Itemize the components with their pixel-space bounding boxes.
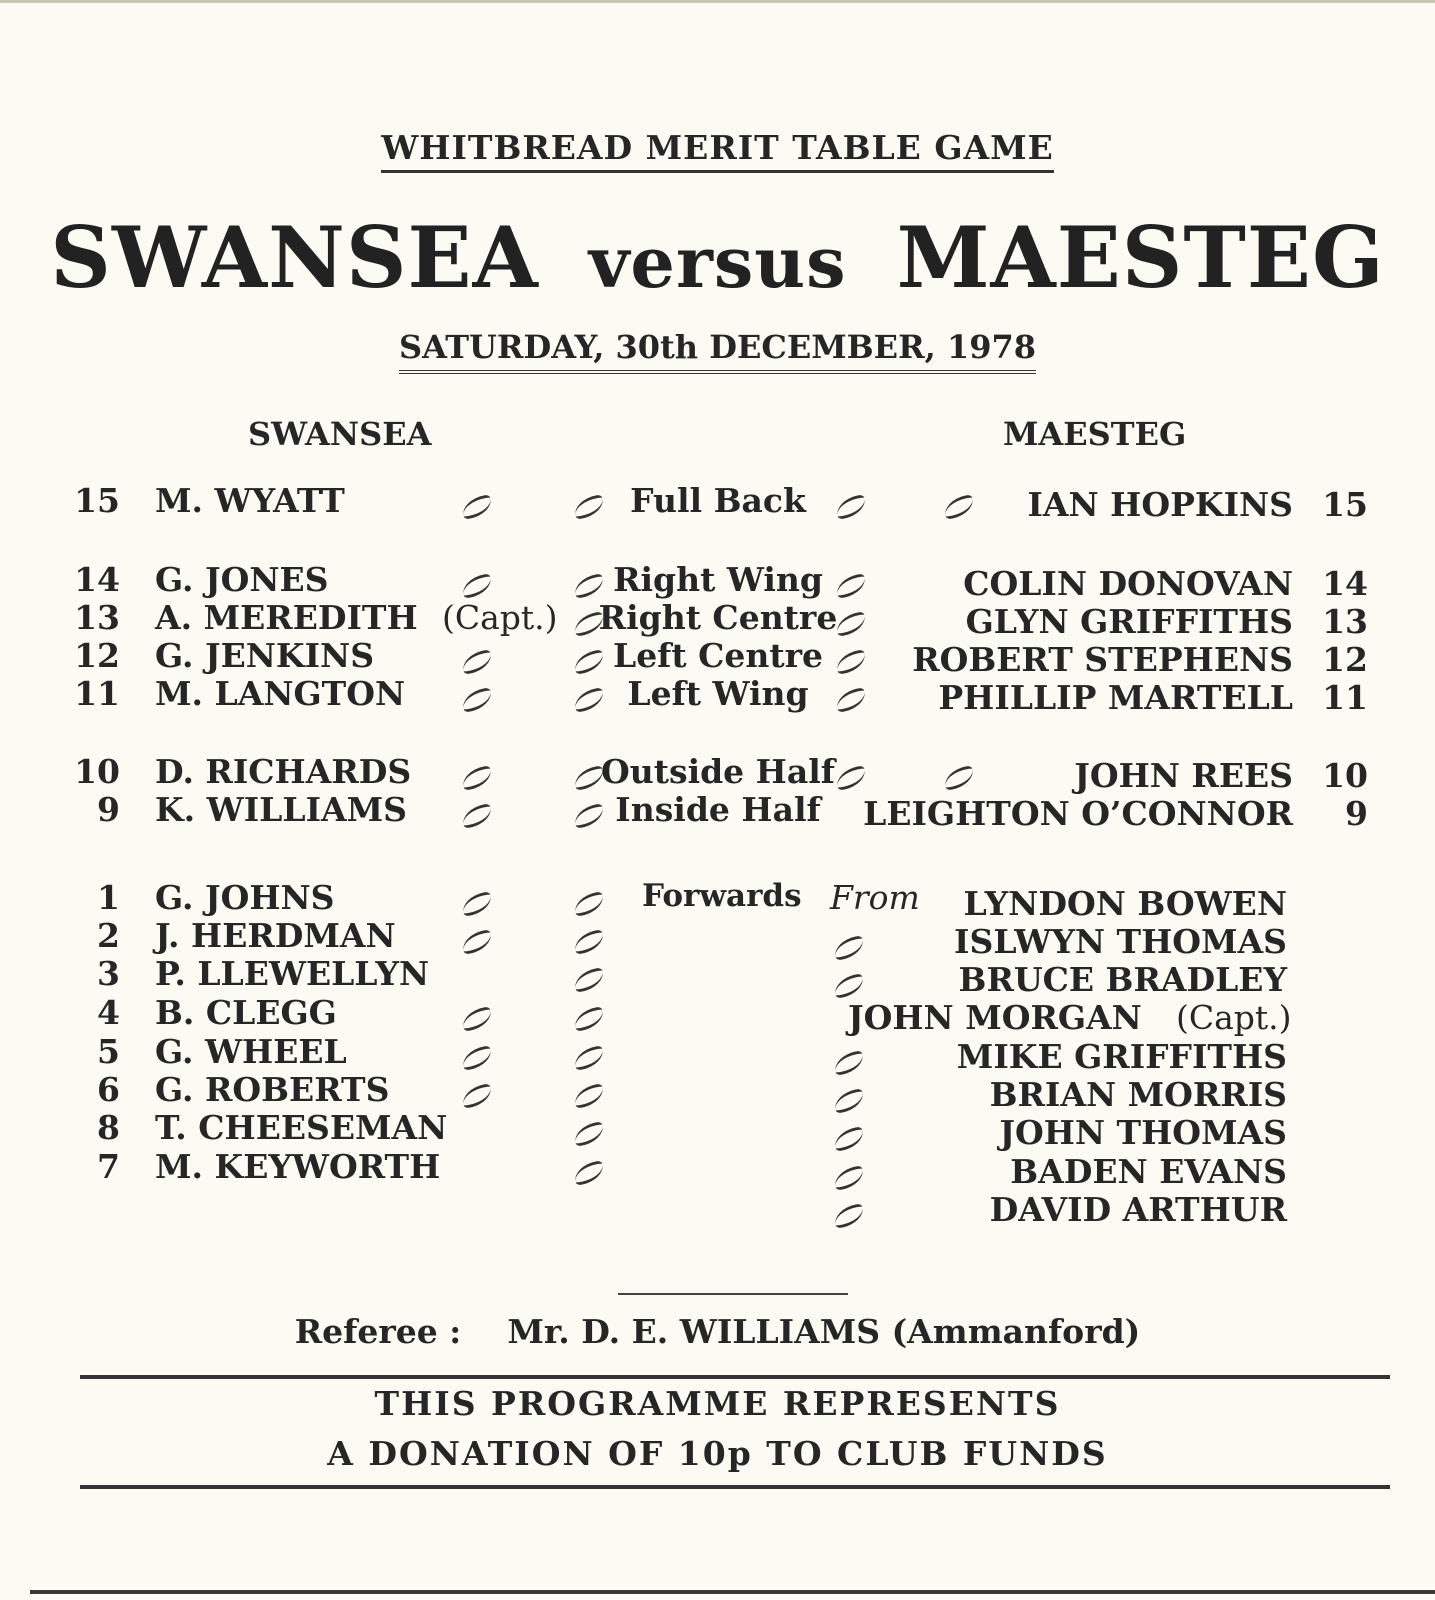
- home-forward-number: 2: [97, 916, 120, 955]
- divider: [618, 1293, 848, 1295]
- away-forward-name: BADEN EVANS: [1010, 1152, 1287, 1191]
- position-label: Left Wing: [627, 674, 809, 713]
- dash-ornament: [572, 1006, 606, 1032]
- position-label: Full Back: [630, 481, 806, 520]
- referee-town: (Ammanford): [891, 1312, 1141, 1351]
- away-jersey-number: 12: [1322, 640, 1368, 679]
- home-jersey-number: 11: [74, 674, 120, 713]
- position-label: Inside Half: [615, 790, 821, 829]
- away-jersey-number: 14: [1322, 564, 1368, 603]
- footer-line-1: THIS PROGRAMME REPRESENTS: [374, 1384, 1061, 1423]
- away-player-name: COLIN DONOVAN: [963, 564, 1293, 603]
- home-forward-name: G. ROBERTS: [155, 1070, 390, 1109]
- page-title: [0, 208, 1435, 307]
- dash-ornament: [942, 765, 976, 791]
- away-player-name: PHILLIP MARTELL: [938, 678, 1293, 717]
- dash-ornament: [832, 1050, 866, 1076]
- dash-ornament: [460, 929, 494, 955]
- home-player-name: G. JONES: [155, 560, 329, 599]
- referee-line: [0, 1312, 1435, 1351]
- match-date: SATURDAY, 30th DECEMBER, 1978: [0, 328, 1435, 366]
- away-forward-name: MIKE GRIFFITHS: [956, 1037, 1287, 1076]
- home-forward-name: G. JOHNS: [155, 878, 335, 917]
- home-jersey-number: 13: [74, 598, 120, 637]
- away-forward-name: ISLWYN THOMAS: [954, 922, 1287, 961]
- dash-ornament: [832, 1165, 866, 1191]
- home-forward-name: J. HERDMAN: [155, 916, 396, 955]
- dash-ornament: [460, 1006, 494, 1032]
- away-jersey-number: 10: [1322, 756, 1368, 795]
- home-forward-number: 7: [97, 1147, 120, 1186]
- footer-rule-top: [80, 1375, 1390, 1379]
- versus-word: versus: [588, 221, 847, 304]
- home-player-name: M. WYATT: [155, 481, 345, 520]
- home-forward-name: P. LLEWELLYN: [155, 954, 430, 993]
- home-player-name: K. WILLIAMS: [155, 790, 407, 829]
- dash-ornament: [460, 803, 494, 829]
- away-player-name: IAN HOPKINS: [1027, 485, 1293, 524]
- away-jersey-number: 13: [1322, 602, 1368, 641]
- dash-ornament: [460, 1083, 494, 1109]
- home-captain-note: (Capt.): [442, 598, 558, 637]
- top-edge: [0, 0, 1435, 3]
- dash-ornament: [832, 1126, 866, 1152]
- away-player-name: LEIGHTON O’CONNOR: [863, 794, 1293, 833]
- home-team-title: SWANSEA: [50, 208, 539, 307]
- home-jersey-number: 15: [74, 481, 120, 520]
- away-player-name: GLYN GRIFFITHS: [965, 602, 1293, 641]
- away-player-name: ROBERT STEPHENS: [912, 640, 1293, 679]
- home-forward-number: 4: [97, 993, 120, 1032]
- home-team-heading: SWANSEA: [248, 415, 432, 453]
- home-player-name: D. RICHARDS: [155, 752, 412, 791]
- away-forward-name: LYNDON BOWEN: [963, 884, 1287, 923]
- home-forward-name: T. CHEESEMAN: [155, 1108, 448, 1147]
- away-forward-name: BRUCE BRADLEY: [958, 960, 1287, 999]
- away-forward-name: DAVID ARTHUR: [989, 1190, 1287, 1229]
- away-captain-note: (Capt.): [1176, 998, 1292, 1037]
- dash-ornament: [832, 973, 866, 999]
- position-label: Left Centre: [612, 636, 823, 675]
- home-forward-number: 8: [97, 1108, 120, 1147]
- home-forward-number: 1: [97, 878, 120, 917]
- home-jersey-number: 10: [74, 752, 120, 791]
- dash-ornament: [460, 649, 494, 675]
- referee-name: Mr. D. E. WILLIAMS: [507, 1312, 881, 1351]
- dash-ornament: [460, 765, 494, 791]
- dash-ornament: [460, 573, 494, 599]
- home-player-name: A. MEREDITH: [155, 598, 418, 637]
- home-jersey-number: 9: [97, 790, 120, 829]
- forwards-label: Forwards: [642, 878, 802, 914]
- home-player-name: M. LANGTON: [155, 674, 406, 713]
- away-jersey-number: 15: [1322, 485, 1368, 524]
- home-forward-number: 6: [97, 1070, 120, 1109]
- footer-line-2: A DONATION OF 10p TO CLUB FUNDS: [327, 1434, 1108, 1473]
- away-forward-name: JOHN THOMAS: [999, 1113, 1287, 1152]
- home-forward-name: M. KEYWORTH: [155, 1147, 441, 1186]
- away-team-heading: MAESTEG: [1003, 415, 1187, 453]
- away-jersey-number: 11: [1322, 678, 1368, 717]
- home-forward-name: G. WHEEL: [155, 1032, 347, 1071]
- match-subtitle: WHITBREAD MERIT TABLE GAME: [0, 128, 1435, 167]
- dash-ornament: [460, 891, 494, 917]
- away-player-name: JOHN REES: [1074, 756, 1293, 795]
- home-jersey-number: 14: [74, 560, 120, 599]
- dash-ornament: [572, 1045, 606, 1071]
- home-forward-name: B. CLEGG: [155, 993, 337, 1032]
- dash-ornament: [832, 935, 866, 961]
- home-jersey-number: 12: [74, 636, 120, 675]
- home-forward-number: 5: [97, 1032, 120, 1071]
- home-forward-number: 3: [97, 954, 120, 993]
- from-label: From: [830, 878, 920, 917]
- dash-ornament: [572, 891, 606, 917]
- dash-ornament: [832, 1203, 866, 1229]
- referee-label: Referee :: [294, 1312, 462, 1351]
- dash-ornament: [572, 967, 606, 993]
- position-label: Outside Half: [601, 752, 835, 791]
- dash-ornament: [460, 687, 494, 713]
- dash-ornament: [572, 1160, 606, 1186]
- bottom-edge: [30, 1590, 1435, 1594]
- position-label: Right Wing: [613, 560, 823, 599]
- dash-ornament: [572, 1083, 606, 1109]
- dash-ornament: [832, 1088, 866, 1114]
- position-label: Right Centre: [598, 598, 838, 637]
- footer-rule-bottom: [80, 1485, 1390, 1489]
- away-team-title: MAESTEG: [896, 208, 1385, 307]
- away-forward-name: BRIAN MORRIS: [989, 1075, 1287, 1114]
- dash-ornament: [572, 929, 606, 955]
- home-player-name: G. JENKINS: [155, 636, 375, 675]
- away-jersey-number: 9: [1345, 794, 1368, 833]
- dash-ornament: [572, 1121, 606, 1147]
- dash-ornament: [460, 1045, 494, 1071]
- dash-ornament: [942, 494, 976, 520]
- dash-ornament: [460, 494, 494, 520]
- away-forward-name: JOHN MORGAN: [848, 998, 1142, 1037]
